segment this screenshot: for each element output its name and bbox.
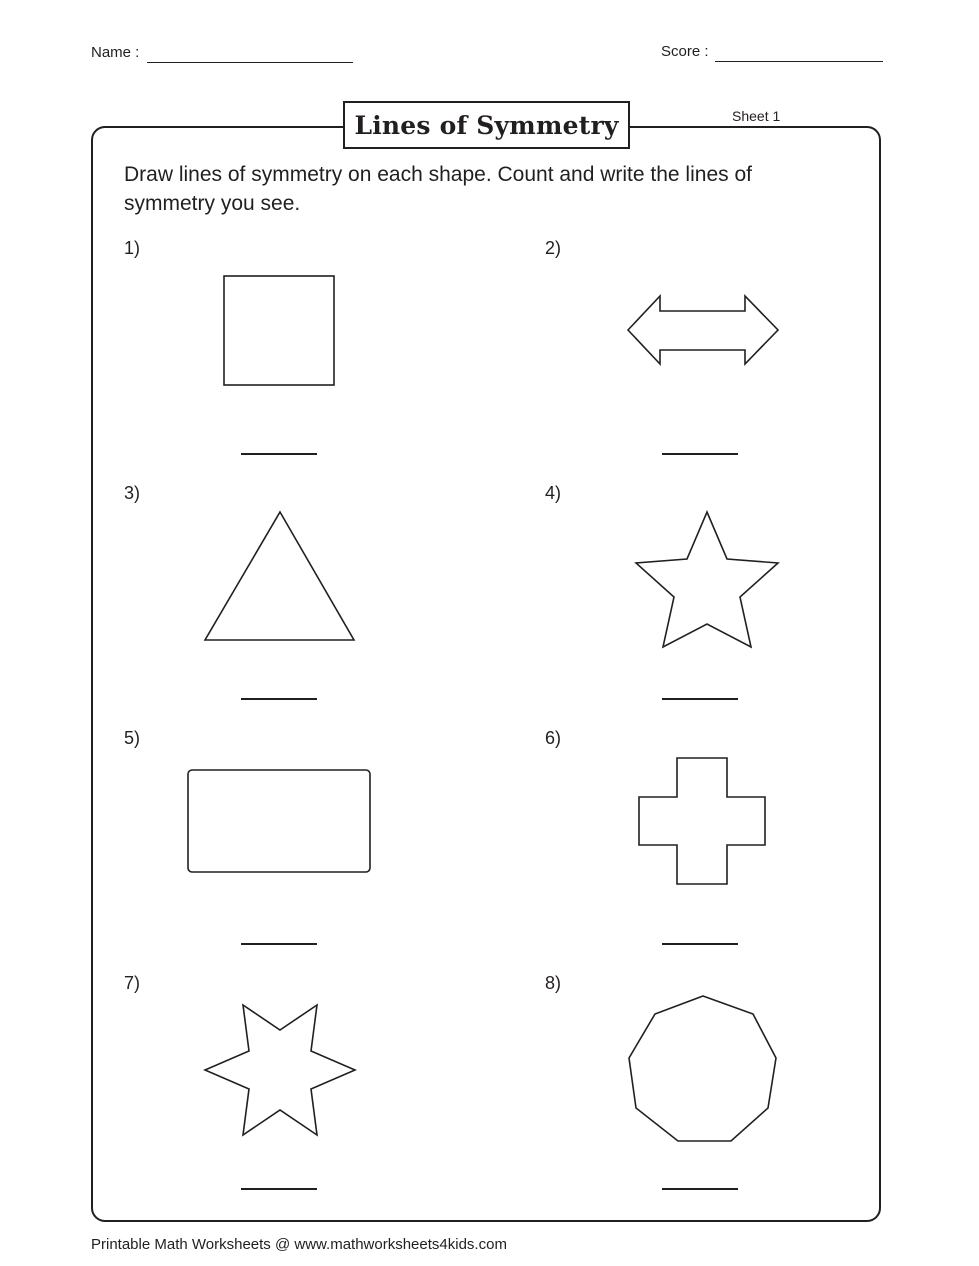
double-arrow-shape <box>628 296 778 364</box>
square-shape <box>224 276 334 385</box>
answer-line-3[interactable] <box>241 698 317 700</box>
problem-number-8: 8) <box>545 973 562 993</box>
name-label: Name : <box>91 44 140 61</box>
plus-cross-shape <box>639 758 765 884</box>
problem-number-5: 5) <box>124 728 141 748</box>
problem-number-4: 4) <box>545 483 562 503</box>
five-point-star-shape <box>636 512 778 647</box>
answer-line-4[interactable] <box>662 698 738 700</box>
score-label: Score : <box>661 43 709 60</box>
answer-line-8[interactable] <box>662 1188 738 1190</box>
rounded-rectangle-shape <box>188 770 370 872</box>
problem-number-7: 7) <box>124 973 141 993</box>
footer-text: Printable Math Worksheets @ www.mathworksheets4kids.com <box>91 1236 507 1253</box>
instructions: Draw lines of symmetry on each shape. Count and write the lines of symmetry you see. <box>124 163 752 215</box>
answer-line-5[interactable] <box>241 943 317 945</box>
answer-line-1[interactable] <box>241 453 317 455</box>
triangle-shape <box>205 512 354 640</box>
problem-number-3: 3) <box>124 483 141 503</box>
six-point-star-shape <box>205 1005 355 1135</box>
worksheet-title: Lines of Symmetry <box>343 101 630 149</box>
answer-line-6[interactable] <box>662 943 738 945</box>
problem-number-2: 2) <box>545 238 562 258</box>
problem-number-6: 6) <box>545 728 562 748</box>
nonagon-shape <box>629 996 776 1141</box>
answer-line-2[interactable] <box>662 453 738 455</box>
answer-line-7[interactable] <box>241 1188 317 1190</box>
problem-number-1: 1) <box>124 238 141 258</box>
sheet-label: Sheet 1 <box>732 108 781 124</box>
